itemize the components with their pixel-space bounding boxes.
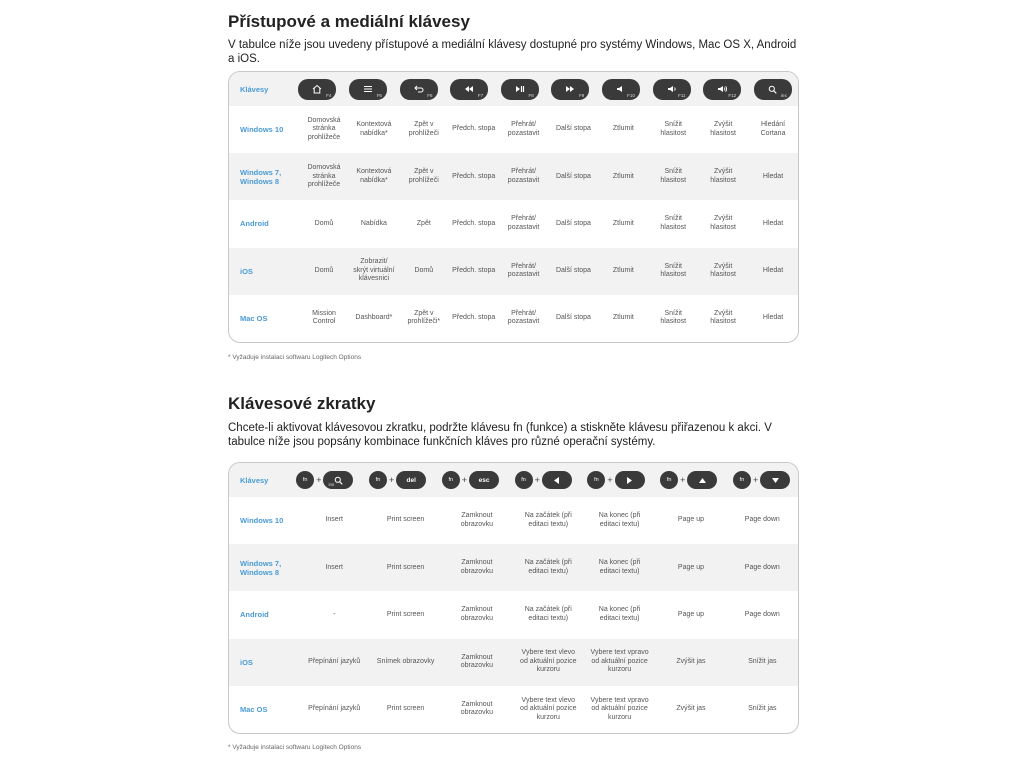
table-cell: -: [333, 610, 336, 618]
table-row: [229, 153, 798, 200]
table-cell: Mission Control: [312, 309, 336, 326]
table-cell: Zpět v prohlížeči: [408, 121, 439, 137]
table-cell: Ztlumit: [612, 314, 634, 322]
section1-intro: V tabulce níže jsou uvedeny přístupové a mediální klávesy dostupné pro systémy Windows, Mac OS X, Android a iOS.: [228, 39, 797, 65]
table-cell: Kontextová nabídka*: [356, 168, 392, 184]
table-cell: Ztlumit: [612, 172, 634, 180]
keyboard-key: [542, 471, 572, 489]
table2-key-combo: [288, 471, 361, 489]
table1-key-cell: [747, 79, 798, 100]
table1-key-cell: [343, 79, 394, 100]
table-cell: Přehrát/ pozastavit: [507, 121, 540, 137]
table-row: [229, 200, 798, 247]
escape-icon: esc: [478, 476, 490, 484]
keyboard-key: [687, 471, 717, 489]
keyboard-key: [551, 79, 589, 100]
table2-key-combo: [725, 471, 798, 489]
row-os-label: Android: [240, 219, 269, 229]
table-cell: Na začátek (při editaci textu): [524, 559, 572, 575]
home-icon: [312, 84, 322, 94]
table-cell: Domovská stránka prohlížeče: [307, 116, 341, 141]
table-cell: Přepínání jazyků: [308, 657, 361, 665]
key-fn-label: F6: [427, 92, 433, 98]
table-cell: Předch. stopa: [452, 314, 496, 322]
row-os-label: Windows 7, Windows 8: [240, 558, 282, 577]
row-os-label: Windows 10: [240, 516, 284, 526]
table-cell: Page down: [744, 563, 780, 571]
keyboard-key: [754, 79, 792, 100]
table-row: [229, 639, 798, 686]
keyboard-key: [349, 79, 387, 100]
table-cell: Insert: [325, 563, 343, 571]
table-cell: Na konec (při editaci textu): [598, 606, 641, 622]
table-cell: Snížit jas: [748, 657, 777, 665]
keyboard-key: [396, 471, 426, 489]
table-cell: Ztlumit: [612, 219, 634, 227]
table1-header-row: [229, 72, 798, 106]
table-cell: Další stopa: [555, 125, 591, 133]
key-fn-label: F4: [326, 92, 332, 98]
plus-sign: +: [534, 475, 540, 485]
table-cell: Předch. stopa: [452, 266, 496, 274]
table-cell: Page up: [677, 610, 704, 618]
table-cell: Page down: [744, 516, 780, 524]
arrow-left-icon: [552, 476, 561, 485]
key-fn-label: F12: [728, 92, 737, 98]
section1-footnote: * Vyžaduje instalaci softwaru Logitech Options: [228, 354, 362, 361]
row-os-label: iOS: [240, 657, 253, 667]
keyboard-key: [501, 79, 539, 100]
menu-icon: [363, 85, 373, 93]
table-cell: Snížit hlasitost: [660, 262, 687, 279]
table-cell: Print screen: [386, 610, 425, 618]
table-cell: Na začátek (při editaci textu): [524, 512, 572, 528]
table2-key-combo: [434, 471, 507, 489]
key-fn-label: F7: [477, 92, 484, 98]
table-row: [229, 248, 798, 295]
table2-key-combo: [652, 471, 725, 489]
key-fn-label: F8: [528, 92, 534, 98]
fn-key: fn: [369, 471, 387, 489]
table-cell: Zpět v prohlížeči: [408, 168, 439, 184]
plus-sign: +: [316, 475, 322, 485]
plus-sign: +: [752, 475, 759, 485]
key-fn-label: F10: [627, 92, 635, 98]
table2-key-combo: [361, 471, 434, 489]
table-cell: Hledání Cortana: [760, 121, 786, 137]
table-cell: Snížit hlasitost: [660, 215, 687, 231]
keyboard-key: [323, 471, 353, 489]
table-cell: Domů: [414, 266, 434, 274]
table-cell: Zvýšit jas: [676, 657, 706, 665]
table-cell: Zamknout obrazovku: [460, 653, 494, 670]
table1-key-cell: [444, 79, 495, 100]
table1-key-cell: [292, 79, 343, 100]
keyboard-key: [450, 79, 488, 100]
row-os-label: Windows 10: [240, 125, 284, 135]
table-cell: Snížit hlasitost: [660, 121, 687, 137]
table2-key-combo: [507, 471, 580, 489]
play-pause-icon: [515, 85, 525, 93]
table-cell: Snížit hlasitost: [660, 168, 687, 184]
keyboard-shortcuts-table: [228, 462, 799, 734]
table-cell: Print screen: [386, 563, 425, 571]
table-cell: Snímek obrazovky: [376, 657, 435, 665]
table2-header-row: [229, 463, 798, 497]
table-cell: Zpět: [416, 219, 431, 227]
table-row: [229, 591, 798, 638]
fn-key: fn: [515, 471, 533, 489]
table-cell: Na konec (při editaci textu): [598, 512, 641, 528]
section-keyboard-shortcuts: [228, 394, 798, 449]
table-cell: Hledat: [762, 172, 784, 180]
table-cell: Zpět v prohlížeči*: [407, 309, 441, 326]
table-row: [229, 686, 798, 733]
table-cell: Hledat: [762, 266, 784, 274]
table1-key-cell: [545, 79, 596, 100]
fn-key: fn: [587, 471, 605, 489]
table-cell: Zvýšit hlasitost: [710, 168, 736, 184]
previous-track-icon: [464, 85, 474, 93]
table-cell: Předch. stopa: [452, 219, 496, 227]
table1-key-cell: [596, 79, 647, 100]
table1-key-cell: [494, 79, 545, 100]
fn-key: fn: [660, 471, 678, 489]
keyboard-key: [298, 79, 336, 100]
table-cell: Zamknout obrazovku: [460, 559, 494, 575]
table-cell: Zvýšit hlasitost: [710, 262, 736, 279]
table-cell: Snížit hlasitost: [660, 309, 687, 326]
access-media-keys-table: [228, 71, 799, 343]
section-access-media-keys: [228, 12, 798, 66]
table-cell: Další stopa: [555, 266, 591, 274]
table-cell: Hledat: [762, 314, 784, 322]
table-cell: Předch. stopa: [452, 172, 496, 180]
table-cell: Zamknout obrazovku: [460, 700, 494, 717]
keyboard-key: [469, 471, 499, 489]
volume-up-icon: [717, 85, 728, 93]
table-cell: Zvýšit jas: [676, 705, 706, 713]
table-cell: Přehrát/ pozastavit: [507, 309, 540, 326]
search-icon: [334, 476, 343, 485]
keyboard-key: [760, 471, 790, 489]
plus-sign: +: [680, 475, 686, 485]
table1-header-label: Klávesy: [240, 84, 269, 94]
keyboard-key: [615, 471, 645, 489]
back-icon: [414, 85, 424, 93]
table-cell: Print screen: [386, 705, 425, 713]
table-cell: Přepínání jazyků: [308, 705, 361, 713]
table1-key-cell: [697, 79, 748, 100]
keyboard-key: [703, 79, 741, 100]
plus-sign: +: [461, 475, 468, 485]
section2-footnote: * Vyžaduje instalaci softwaru Logitech Options: [228, 744, 362, 751]
table-row: [229, 295, 798, 342]
fn-key: fn: [733, 471, 751, 489]
section2-title: Klávesové zkratky: [228, 394, 376, 413]
table1-key-cell: [393, 79, 444, 100]
table-cell: Vybere text vlevo od aktuální pozice kurzoru: [520, 649, 577, 674]
key-sub-label: ins: [328, 482, 335, 487]
section2-intro: Chcete-li aktivovat klávesovou zkratku, podržte klávesu fn (funkce) a stiskněte klávesu přiřazenou k akci. V tabulce níže jsou popsány kombinace funkčních kláves pro různé operační systémy.: [228, 422, 772, 448]
keyboard-key: [602, 79, 640, 100]
table-cell: Další stopa: [555, 314, 591, 322]
table-cell: Domovská stránka prohlížeče: [307, 164, 341, 189]
table-cell: Ztlumit: [612, 125, 634, 133]
table-cell: Page up: [677, 563, 704, 571]
keyboard-key: [653, 79, 691, 100]
table-cell: Zamknout obrazovku: [460, 606, 494, 622]
table-cell: Domů: [314, 219, 334, 227]
table-cell: Další stopa: [555, 219, 591, 227]
table-cell: Přehrát/ pozastavit: [507, 262, 540, 279]
table-cell: Hledat: [762, 219, 784, 227]
table2-key-combo: [580, 471, 653, 489]
table-cell: Print screen: [386, 516, 425, 524]
search-icon: [768, 85, 777, 94]
key-fn-label: F9: [579, 92, 585, 98]
key-fn-label: F5: [376, 92, 382, 98]
plus-sign: +: [388, 475, 395, 485]
table-cell: Zamknout obrazovku: [460, 512, 494, 528]
mute-icon: [616, 85, 626, 93]
row-os-label: Mac OS: [240, 704, 268, 714]
table-cell: Předch. stopa: [452, 125, 496, 133]
table-cell: Další stopa: [555, 172, 591, 180]
table-cell: Dashboard*: [355, 314, 393, 322]
volume-down-icon: [667, 85, 677, 93]
table-cell: Zobrazit/ skrýt virtuální klávesnici: [353, 258, 395, 283]
table-cell: Nabídka: [360, 219, 387, 227]
arrow-down-icon: [771, 476, 780, 485]
next-track-icon: [565, 85, 575, 93]
row-os-label: iOS: [240, 266, 253, 276]
keyboard-key: [400, 79, 438, 100]
plus-sign: +: [607, 475, 613, 485]
row-os-label: Windows 7, Windows 8: [240, 167, 282, 186]
table-cell: Ztlumit: [612, 266, 634, 274]
table-cell: Page down: [744, 610, 780, 618]
table-cell: Přehrát/ pozastavit: [507, 215, 540, 231]
table-cell: Domů: [314, 266, 334, 274]
table2-header-label: Klávesy: [240, 475, 269, 485]
table1-key-cell: [646, 79, 697, 100]
delete-icon: del: [406, 476, 416, 484]
arrow-up-icon: [698, 476, 707, 485]
table-cell: Na začátek (při editaci textu): [524, 606, 572, 622]
row-os-label: Mac OS: [240, 313, 268, 323]
key-fn-label: F11: [678, 92, 686, 98]
arrow-right-icon: [625, 476, 634, 485]
table-cell: Vybere text vpravo od aktuální pozice kurzoru: [590, 649, 649, 674]
table-cell: Page up: [677, 516, 704, 524]
table-cell: Insert: [325, 516, 343, 524]
table-cell: Přehrát/ pozastavit: [507, 168, 540, 184]
key-fn-label: ins: [780, 92, 787, 98]
fn-key: fn: [296, 471, 314, 489]
table-cell: Snížit jas: [748, 705, 777, 713]
table-cell: Zvýšit hlasitost: [710, 215, 736, 231]
table-row: [229, 544, 798, 591]
row-os-label: Android: [240, 610, 269, 620]
table-cell: Na konec (při editaci textu): [598, 559, 641, 575]
table-cell: Zvýšit hlasitost: [710, 121, 736, 137]
table-cell: Vybere text vpravo od aktuální pozice kurzoru: [590, 696, 649, 721]
table-cell: Zvýšit hlasitost: [710, 309, 736, 326]
table-cell: Kontextová nabídka*: [356, 121, 392, 137]
fn-key: fn: [442, 471, 460, 489]
table-row: [229, 497, 798, 544]
table-cell: Vybere text vlevo od aktuální pozice kurzoru: [520, 696, 577, 721]
section1-title: Přístupové a mediální klávesy: [228, 12, 470, 31]
table-row: [229, 106, 798, 153]
